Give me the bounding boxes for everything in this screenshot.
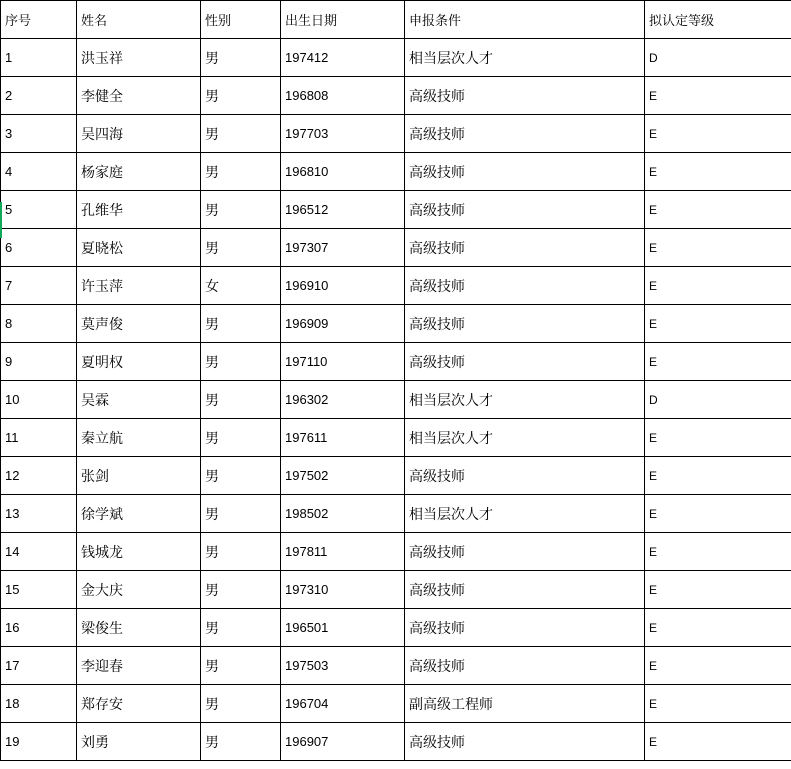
cell-condition[interactable]: 高级技师 bbox=[405, 723, 645, 761]
table-row[interactable] bbox=[1, 419, 791, 457]
cell-condition[interactable]: 高级技师 bbox=[405, 153, 645, 191]
table-row[interactable] bbox=[1, 267, 791, 305]
cell-grade[interactable]: E bbox=[645, 305, 791, 343]
cell-index[interactable]: 1 bbox=[1, 39, 77, 77]
table-row[interactable] bbox=[1, 571, 791, 609]
cell-sex[interactable]: 男 bbox=[201, 419, 281, 457]
table-row[interactable] bbox=[1, 609, 791, 647]
table-row[interactable] bbox=[1, 533, 791, 571]
cell-birth[interactable]: 196910 bbox=[281, 267, 405, 305]
cell-birth[interactable]: 196907 bbox=[281, 723, 405, 761]
table-row[interactable] bbox=[1, 685, 791, 723]
cell-index[interactable]: 18 bbox=[1, 685, 77, 723]
cell-condition[interactable]: 高级技师 bbox=[405, 343, 645, 381]
cell-index[interactable]: 13 bbox=[1, 495, 77, 533]
cell-sex[interactable]: 男 bbox=[201, 685, 281, 723]
cell-birth[interactable]: 196909 bbox=[281, 305, 405, 343]
cell-grade[interactable]: E bbox=[645, 153, 791, 191]
cell-grade[interactable]: D bbox=[645, 381, 791, 419]
cell-sex[interactable]: 男 bbox=[201, 723, 281, 761]
cell-sex[interactable]: 男 bbox=[201, 609, 281, 647]
cell-sex[interactable]: 男 bbox=[201, 39, 281, 77]
cell-grade[interactable]: E bbox=[645, 533, 791, 571]
cell-name[interactable]: 金大庆 bbox=[77, 571, 201, 609]
cell-sex[interactable]: 男 bbox=[201, 647, 281, 685]
cell-index[interactable]: 3 bbox=[1, 115, 77, 153]
cell-condition[interactable]: 高级技师 bbox=[405, 115, 645, 153]
cell-condition[interactable]: 相当层次人才 bbox=[405, 419, 645, 457]
cell-birth[interactable]: 197110 bbox=[281, 343, 405, 381]
cell-name[interactable]: 郑存安 bbox=[77, 685, 201, 723]
cell-sex[interactable]: 男 bbox=[201, 457, 281, 495]
table-row[interactable] bbox=[1, 457, 791, 495]
cell-index[interactable]: 8 bbox=[1, 305, 77, 343]
cell-birth[interactable]: 197307 bbox=[281, 229, 405, 267]
cell-sex[interactable]: 男 bbox=[201, 115, 281, 153]
table-row[interactable] bbox=[1, 723, 791, 761]
cell-index[interactable]: 4 bbox=[1, 153, 77, 191]
cell-index[interactable]: 10 bbox=[1, 381, 77, 419]
table-row[interactable] bbox=[1, 153, 791, 191]
cell-sex[interactable]: 男 bbox=[201, 305, 281, 343]
cell-birth[interactable]: 197503 bbox=[281, 647, 405, 685]
cell-condition[interactable]: 高级技师 bbox=[405, 229, 645, 267]
cell-grade[interactable]: E bbox=[645, 77, 791, 115]
cell-condition[interactable]: 高级技师 bbox=[405, 647, 645, 685]
cell-name[interactable]: 钱城龙 bbox=[77, 533, 201, 571]
cell-birth[interactable]: 196808 bbox=[281, 77, 405, 115]
cell-condition[interactable]: 高级技师 bbox=[405, 609, 645, 647]
cell-birth[interactable]: 197611 bbox=[281, 419, 405, 457]
cell-birth[interactable]: 196302 bbox=[281, 381, 405, 419]
table-row[interactable] bbox=[1, 39, 791, 77]
cell-sex[interactable]: 男 bbox=[201, 495, 281, 533]
cell-grade[interactable]: E bbox=[645, 495, 791, 533]
cell-condition[interactable]: 高级技师 bbox=[405, 77, 645, 115]
cell-grade[interactable]: E bbox=[645, 343, 791, 381]
cell-name[interactable]: 刘勇 bbox=[77, 723, 201, 761]
cell-name[interactable]: 夏明权 bbox=[77, 343, 201, 381]
cell-grade[interactable]: E bbox=[645, 267, 791, 305]
cell-grade[interactable]: D bbox=[645, 39, 791, 77]
cell-sex[interactable]: 女 bbox=[201, 267, 281, 305]
cell-name[interactable]: 吴霖 bbox=[77, 381, 201, 419]
cell-grade[interactable]: E bbox=[645, 115, 791, 153]
cell-sex[interactable]: 男 bbox=[201, 153, 281, 191]
cell-condition[interactable]: 副高级工程师 bbox=[405, 685, 645, 723]
cell-index[interactable]: 14 bbox=[1, 533, 77, 571]
cell-index[interactable]: 9 bbox=[1, 343, 77, 381]
cell-condition[interactable]: 高级技师 bbox=[405, 267, 645, 305]
cell-grade[interactable]: E bbox=[645, 571, 791, 609]
cell-birth[interactable]: 196512 bbox=[281, 191, 405, 229]
cell-sex[interactable]: 男 bbox=[201, 229, 281, 267]
cell-name[interactable]: 杨家庭 bbox=[77, 153, 201, 191]
table-header-row bbox=[1, 1, 791, 39]
cell-index[interactable]: 12 bbox=[1, 457, 77, 495]
cell-grade[interactable]: E bbox=[645, 647, 791, 685]
cell-sex[interactable]: 男 bbox=[201, 343, 281, 381]
cell-index[interactable]: 16 bbox=[1, 609, 77, 647]
cell-birth[interactable]: 198502 bbox=[281, 495, 405, 533]
cell-name[interactable]: 洪玉祥 bbox=[77, 39, 201, 77]
cell-birth[interactable]: 196704 bbox=[281, 685, 405, 723]
table-row[interactable] bbox=[1, 305, 791, 343]
cell-name[interactable]: 张剑 bbox=[77, 457, 201, 495]
cell-condition[interactable]: 高级技师 bbox=[405, 305, 645, 343]
cell-name[interactable]: 孔维华 bbox=[77, 191, 201, 229]
cell-birth[interactable]: 196810 bbox=[281, 153, 405, 191]
table-row[interactable] bbox=[1, 381, 791, 419]
cell-name[interactable]: 吴四海 bbox=[77, 115, 201, 153]
cell-index[interactable]: 19 bbox=[1, 723, 77, 761]
cell-condition[interactable]: 相当层次人才 bbox=[405, 381, 645, 419]
table-row[interactable] bbox=[1, 77, 791, 115]
cell-index[interactable]: 15 bbox=[1, 571, 77, 609]
cell-index[interactable]: 17 bbox=[1, 647, 77, 685]
header-cell-sex: 性别 bbox=[201, 1, 281, 39]
table-row[interactable] bbox=[1, 647, 791, 685]
header-cell-grade: 拟认定等级 bbox=[645, 1, 791, 39]
cell-index[interactable]: 6 bbox=[1, 229, 77, 267]
table-row[interactable] bbox=[1, 229, 791, 267]
cell-index[interactable]: 2 bbox=[1, 77, 77, 115]
cell-condition[interactable]: 高级技师 bbox=[405, 457, 645, 495]
cell-grade[interactable]: E bbox=[645, 419, 791, 457]
cell-index[interactable]: 7 bbox=[1, 267, 77, 305]
cell-name[interactable]: 夏晓松 bbox=[77, 229, 201, 267]
cell-birth[interactable]: 196501 bbox=[281, 609, 405, 647]
cell-sex[interactable]: 男 bbox=[201, 381, 281, 419]
cell-grade[interactable]: E bbox=[645, 457, 791, 495]
cell-sex[interactable]: 男 bbox=[201, 77, 281, 115]
cell-birth[interactable]: 197703 bbox=[281, 115, 405, 153]
cell-sex[interactable]: 男 bbox=[201, 571, 281, 609]
table-row[interactable] bbox=[1, 115, 791, 153]
cell-sex[interactable]: 男 bbox=[201, 533, 281, 571]
table-row[interactable] bbox=[1, 343, 791, 381]
cell-name[interactable]: 徐学斌 bbox=[77, 495, 201, 533]
table-row[interactable] bbox=[1, 495, 791, 533]
table-body bbox=[1, 1, 791, 761]
cell-name[interactable]: 梁俊生 bbox=[77, 609, 201, 647]
cell-condition[interactable]: 相当层次人才 bbox=[405, 495, 645, 533]
cell-name[interactable]: 秦立航 bbox=[77, 419, 201, 457]
cell-name[interactable]: 莫声俊 bbox=[77, 305, 201, 343]
cell-birth[interactable]: 197310 bbox=[281, 571, 405, 609]
cell-condition[interactable]: 高级技师 bbox=[405, 533, 645, 571]
cell-birth[interactable]: 197412 bbox=[281, 39, 405, 77]
cell-name[interactable]: 许玉萍 bbox=[77, 267, 201, 305]
cell-birth[interactable]: 197811 bbox=[281, 533, 405, 571]
cell-birth[interactable]: 197502 bbox=[281, 457, 405, 495]
cell-condition[interactable]: 相当层次人才 bbox=[405, 39, 645, 77]
cell-condition[interactable]: 高级技师 bbox=[405, 571, 645, 609]
table-row[interactable] bbox=[1, 191, 791, 229]
cell-grade[interactable]: E bbox=[645, 609, 791, 647]
cell-grade[interactable]: E bbox=[645, 191, 791, 229]
header-cell-name: 姓名 bbox=[77, 1, 201, 39]
cell-condition[interactable]: 高级技师 bbox=[405, 191, 645, 229]
cell-index[interactable]: 5 bbox=[1, 191, 77, 229]
cell-name[interactable]: 李迎春 bbox=[77, 647, 201, 685]
header-cell-condition: 申报条件 bbox=[405, 1, 645, 39]
cell-index[interactable]: 11 bbox=[1, 419, 77, 457]
cell-grade[interactable]: E bbox=[645, 229, 791, 267]
header-cell-birth: 出生日期 bbox=[281, 1, 405, 39]
cell-name[interactable]: 李健全 bbox=[77, 77, 201, 115]
cell-grade[interactable]: E bbox=[645, 685, 791, 723]
cell-grade[interactable]: E bbox=[645, 723, 791, 761]
cell-sex[interactable]: 男 bbox=[201, 191, 281, 229]
row-selection-marker bbox=[0, 202, 2, 238]
header-cell-index: 序号 bbox=[1, 1, 77, 39]
